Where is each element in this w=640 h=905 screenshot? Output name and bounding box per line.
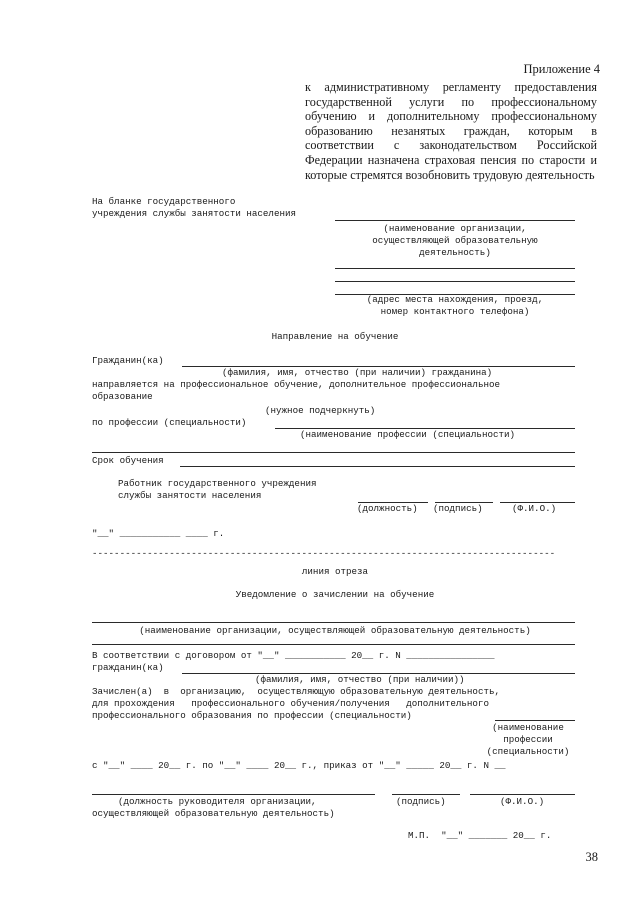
head-caption-2: осуществляющей образовательную деятельность) [92,808,335,819]
term-label: Срок обучения [92,455,164,466]
notice-citizen-label: гражданин(ка) [92,662,164,673]
address-caption-2: номер контактного телефона) [380,306,530,317]
head-name-field [470,794,575,795]
worker-line-2: службы занятости населения [118,490,262,501]
underline-caption: (нужное подчеркнуть) [265,405,376,416]
org-caption-1: (наименование организации, [383,223,527,234]
address-caption-1: (адрес места нахождения, проезд, [366,294,544,305]
blank-line-1: На бланке государственного [92,196,236,207]
notice-profession-field [495,720,575,721]
period-line: с "__" ____ 20__ г. по "__" ____ 20__ г., приказ от "__" _____ 20__ г. N __ [92,760,506,771]
sent-text-2: образование [92,391,153,402]
org-caption-3: деятельность) [419,247,491,258]
appendix-description: к административному регламенту предоставления государственной услуги по профессиональному обучению и дополнительному профессиональному образованию незанятых граждан, которым в соответствии с законодательством Российской Федерации назначена страховая пенсия по старости и которые стремятся возобновить трудовую деятельность [305,80,597,182]
sig-position-caption: (должность) [357,503,418,514]
head-caption-1: (должность руководителя организации, [118,796,317,807]
profession-field-2 [92,452,575,453]
citizen-label: Гражданин(ка) [92,355,164,366]
prof-caption-3: (специальности) [486,746,570,757]
notice-citizen-caption: (фамилия, имя, отчество (при наличии)) [255,674,465,685]
citizen-caption: (фамилия, имя, отчество (при наличии) гражданина) [222,367,493,378]
cut-label: линия отреза [301,566,369,577]
address-field-1 [335,268,575,269]
org-name-field [335,220,575,221]
notice-org-field-2 [92,644,575,645]
term-field [180,466,575,467]
notice-title: Уведомление о зачислении на обучение [235,589,435,600]
enrolled-line-3: профессионального образования по профессии (специальности) [92,710,412,721]
prof-caption-2: профессии [503,734,553,745]
profession-caption: (наименование профессии (специальности) [300,429,516,440]
head-position-field [92,794,375,795]
cut-line: ------------------------------------------------------------------------------------ [92,548,556,559]
appendix-title: Приложение 4 [523,62,600,76]
notice-org-caption: (наименование организации, осуществляющей образовательную деятельность) [139,625,531,636]
direction-date: "__" ___________ ____ г. [92,528,225,539]
enrolled-line-1: Зачислен(а) в организацию, осуществляющую образовательную деятельность, [92,686,500,697]
address-field-2 [335,281,575,282]
page-number: 38 [585,850,598,864]
worker-line-1: Работник государственного учреждения [118,478,317,489]
blank-line-2: учреждения службы занятости населения [92,208,296,219]
prof-caption-1: (наименование [492,722,564,733]
direction-title: Направление на обучение [271,331,399,342]
head-name-caption: (Ф.И.О.) [500,796,545,807]
head-signature-caption: (подпись) [396,796,446,807]
profession-label: по профессии (специальности) [92,417,247,428]
sent-text-1: направляется на профессиональное обучение, дополнительное профессиональное [92,379,500,390]
enrolled-line-2: для прохождения профессионального обучения/получения дополнительного [92,698,489,709]
stamp-date-line: М.П. "__" _______ 20__ г. [408,830,552,841]
head-signature-field [392,794,460,795]
org-caption-2: осуществляющей образовательную [372,235,538,246]
sig-signature-caption: (подпись) [433,503,483,514]
sig-name-caption: (Ф.И.О.) [512,503,557,514]
contract-line: В соответствии с договором от "__" ___________ 20__ г. N ________________ [92,650,495,661]
notice-org-field [92,622,575,623]
